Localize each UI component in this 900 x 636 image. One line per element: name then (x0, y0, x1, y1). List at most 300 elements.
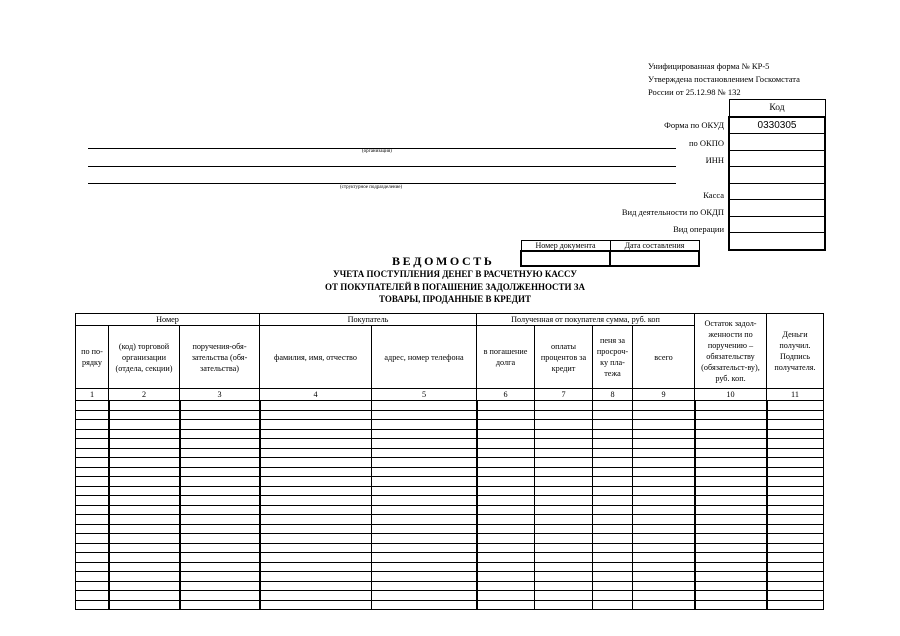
okpo-label: по ОКПО (688, 138, 724, 148)
table-cell[interactable] (695, 600, 767, 610)
subdivision-code[interactable] (729, 183, 825, 200)
subdivision-caption: (структурное подразделение) (340, 185, 403, 190)
table-cell[interactable] (76, 515, 109, 525)
table-cell[interactable] (372, 467, 477, 477)
table-cell[interactable] (477, 600, 535, 610)
table-cell[interactable] (633, 401, 695, 411)
table-cell[interactable] (535, 562, 593, 572)
document-info (520, 240, 700, 267)
table-cell[interactable] (767, 410, 824, 420)
table-cell[interactable] (477, 467, 535, 477)
table-cell[interactable] (593, 448, 633, 458)
table-cell[interactable] (633, 410, 695, 420)
col2-header: (код) торговой организации (отдела, секции) (109, 326, 180, 389)
table-cell[interactable] (76, 429, 109, 439)
table-cell[interactable] (593, 515, 633, 525)
table-cell[interactable] (695, 581, 767, 591)
table-cell[interactable] (180, 410, 260, 420)
table-cell[interactable] (180, 420, 260, 430)
table-cell[interactable] (372, 439, 477, 449)
table-cell[interactable] (76, 562, 109, 572)
table-cell[interactable] (593, 581, 633, 591)
col8-header: пеня за просроч-ку пла-тежа (593, 326, 633, 389)
table-cell[interactable] (372, 581, 477, 591)
table-cell[interactable] (109, 410, 180, 420)
table-cell[interactable] (593, 600, 633, 610)
table-cell[interactable] (372, 429, 477, 439)
table-cell[interactable] (260, 543, 372, 553)
table-cell[interactable] (477, 448, 535, 458)
table-cell[interactable] (372, 486, 477, 496)
table-cell[interactable] (695, 458, 767, 468)
table-cell[interactable] (180, 458, 260, 468)
table-cell[interactable] (535, 448, 593, 458)
table-cell[interactable] (372, 591, 477, 601)
table-cell[interactable] (695, 524, 767, 534)
table-cell[interactable] (109, 543, 180, 553)
table-cell[interactable] (767, 458, 824, 468)
table-row (76, 591, 824, 601)
table-cell[interactable] (180, 562, 260, 572)
table-cell[interactable] (109, 600, 180, 610)
table-cell[interactable] (477, 458, 535, 468)
table-cell[interactable] (372, 458, 477, 468)
inn-code[interactable] (729, 167, 825, 184)
subdivision-line[interactable] (88, 183, 676, 184)
table-cell[interactable] (535, 600, 593, 610)
table-cell[interactable] (695, 572, 767, 582)
col-number: 6 (477, 389, 535, 401)
table-cell[interactable] (767, 562, 824, 572)
table-row (76, 572, 824, 582)
col6-header: в погашение долга (477, 326, 535, 389)
form-number: Унифицированная форма № КР-5 (648, 61, 770, 71)
table-row (76, 505, 824, 515)
table-cell[interactable] (593, 486, 633, 496)
table-cell[interactable] (477, 429, 535, 439)
table-cell[interactable] (767, 486, 824, 496)
table-cell[interactable] (633, 458, 695, 468)
table-cell[interactable] (695, 562, 767, 572)
table-cell[interactable] (372, 515, 477, 525)
table-cell[interactable] (180, 543, 260, 553)
table-cell[interactable] (695, 420, 767, 430)
document-number-label: Номер документа (521, 241, 610, 252)
table-cell[interactable] (109, 515, 180, 525)
table-row (76, 429, 824, 439)
table-cell[interactable] (767, 448, 824, 458)
table-cell[interactable] (180, 401, 260, 411)
table-cell[interactable] (180, 496, 260, 506)
table-row (76, 420, 824, 430)
table-row (76, 515, 824, 525)
table-cell[interactable] (372, 524, 477, 534)
table-cell[interactable] (767, 429, 824, 439)
table-row (76, 467, 824, 477)
table-cell[interactable] (372, 534, 477, 544)
table-cell[interactable] (593, 543, 633, 553)
document-date-field[interactable] (610, 251, 699, 266)
table-cell[interactable] (767, 591, 824, 601)
table-cell[interactable] (109, 534, 180, 544)
table-cell[interactable] (767, 600, 824, 610)
table-cell[interactable] (180, 534, 260, 544)
table-cell[interactable] (633, 572, 695, 582)
table-cell[interactable] (76, 420, 109, 430)
group-received-header: Полученная от покупателя сумма, руб. коп (477, 314, 695, 326)
table-cell[interactable] (109, 420, 180, 430)
table-cell[interactable] (633, 496, 695, 506)
table-cell[interactable] (180, 505, 260, 515)
table-cell[interactable] (180, 515, 260, 525)
table-cell[interactable] (593, 534, 633, 544)
table-cell[interactable] (535, 543, 593, 553)
table-cell[interactable] (695, 486, 767, 496)
table-cell[interactable] (76, 486, 109, 496)
form-approval (648, 60, 800, 99)
col5-header: адрес, номер телефона (372, 326, 477, 389)
table-cell[interactable] (535, 420, 593, 430)
table-cell[interactable] (109, 572, 180, 582)
table-row (76, 581, 824, 591)
table-cell[interactable] (260, 524, 372, 534)
table-cell[interactable] (535, 458, 593, 468)
table-cell[interactable] (477, 401, 535, 411)
table-cell[interactable] (633, 562, 695, 572)
document-subtitle (270, 268, 640, 306)
table-cell[interactable] (633, 429, 695, 439)
table-cell[interactable] (260, 591, 372, 601)
table-cell[interactable] (372, 572, 477, 582)
table-cell[interactable] (477, 505, 535, 515)
table-cell[interactable] (180, 439, 260, 449)
table-cell[interactable] (477, 515, 535, 525)
table-cell[interactable] (633, 600, 695, 610)
table-cell[interactable] (180, 600, 260, 610)
ledger-rows (76, 401, 824, 610)
table-cell[interactable] (767, 553, 824, 563)
table-cell[interactable] (260, 401, 372, 411)
table-cell[interactable] (535, 581, 593, 591)
organization-line-2[interactable] (88, 166, 676, 167)
table-cell[interactable] (767, 401, 824, 411)
table-cell[interactable] (633, 477, 695, 487)
operation-label: Вид операции (673, 224, 724, 234)
table-cell[interactable] (109, 439, 180, 449)
table-cell[interactable] (180, 429, 260, 439)
table-cell[interactable] (372, 410, 477, 420)
table-row (76, 439, 824, 449)
table-cell[interactable] (535, 524, 593, 534)
table-cell[interactable] (535, 401, 593, 411)
ledger-table (75, 313, 824, 610)
table-cell[interactable] (535, 429, 593, 439)
table-cell[interactable] (180, 486, 260, 496)
table-cell[interactable] (633, 420, 695, 430)
table-cell[interactable] (76, 572, 109, 582)
table-cell[interactable] (767, 534, 824, 544)
table-cell[interactable] (260, 429, 372, 439)
table-cell[interactable] (535, 439, 593, 449)
col7-header: оплаты процентов за кредит (535, 326, 593, 389)
table-cell[interactable] (180, 581, 260, 591)
col-number: 11 (767, 389, 824, 401)
table-cell[interactable] (260, 572, 372, 582)
table-row (76, 524, 824, 534)
table-cell[interactable] (372, 496, 477, 506)
table-row (76, 401, 824, 411)
table-cell[interactable] (593, 505, 633, 515)
table-row (76, 534, 824, 544)
okud-code[interactable]: 0330305 (729, 117, 825, 134)
table-cell[interactable] (76, 543, 109, 553)
col-number: 9 (633, 389, 695, 401)
table-cell[interactable] (180, 553, 260, 563)
table-cell[interactable] (767, 572, 824, 582)
table-cell[interactable] (109, 401, 180, 411)
table-cell[interactable] (372, 420, 477, 430)
table-cell[interactable] (76, 439, 109, 449)
table-cell[interactable] (109, 591, 180, 601)
table-cell[interactable] (535, 534, 593, 544)
table-cell[interactable] (109, 505, 180, 515)
col-number: 5 (372, 389, 477, 401)
table-cell[interactable] (633, 448, 695, 458)
table-cell[interactable] (260, 562, 372, 572)
table-cell[interactable] (767, 420, 824, 430)
table-cell[interactable] (593, 572, 633, 582)
table-cell[interactable] (593, 401, 633, 411)
table-cell[interactable] (372, 600, 477, 610)
table-cell[interactable] (695, 467, 767, 477)
table-cell[interactable] (695, 448, 767, 458)
table-cell[interactable] (260, 600, 372, 610)
table-cell[interactable] (477, 581, 535, 591)
table-cell[interactable] (372, 553, 477, 563)
table-cell[interactable] (695, 505, 767, 515)
table-cell[interactable] (695, 534, 767, 544)
table-cell[interactable] (260, 515, 372, 525)
okdp-code[interactable] (729, 216, 825, 233)
table-cell[interactable] (695, 591, 767, 601)
col-number: 2 (109, 389, 180, 401)
table-cell[interactable] (260, 496, 372, 506)
table-cell[interactable] (372, 562, 477, 572)
table-cell[interactable] (477, 439, 535, 449)
table-cell[interactable] (477, 477, 535, 487)
table-cell[interactable] (633, 591, 695, 601)
table-cell[interactable] (695, 439, 767, 449)
table-cell[interactable] (260, 439, 372, 449)
table-cell[interactable] (477, 534, 535, 544)
table-cell[interactable] (109, 458, 180, 468)
table-cell[interactable] (109, 524, 180, 534)
table-row (76, 600, 824, 610)
table-cell[interactable] (76, 534, 109, 544)
table-cell[interactable] (593, 553, 633, 563)
table-cell[interactable] (477, 572, 535, 582)
table-cell[interactable] (535, 496, 593, 506)
col-number: 7 (535, 389, 593, 401)
table-cell[interactable] (477, 591, 535, 601)
table-cell[interactable] (260, 534, 372, 544)
table-cell[interactable] (593, 410, 633, 420)
table-cell[interactable] (76, 505, 109, 515)
table-cell[interactable] (767, 505, 824, 515)
table-cell[interactable] (593, 458, 633, 468)
col1-header: по по-рядку (76, 326, 109, 389)
table-cell[interactable] (260, 505, 372, 515)
table-cell[interactable] (372, 543, 477, 553)
table-cell[interactable] (633, 524, 695, 534)
table-cell[interactable] (535, 591, 593, 601)
table-cell[interactable] (633, 467, 695, 477)
table-cell[interactable] (633, 534, 695, 544)
table-row (76, 448, 824, 458)
table-cell[interactable] (593, 591, 633, 601)
table-cell[interactable] (477, 543, 535, 553)
table-cell[interactable] (535, 572, 593, 582)
table-cell[interactable] (372, 448, 477, 458)
table-cell[interactable] (260, 448, 372, 458)
table-cell[interactable] (109, 477, 180, 487)
table-row (76, 477, 824, 487)
table-cell[interactable] (593, 429, 633, 439)
table-cell[interactable] (477, 553, 535, 563)
table-cell[interactable] (76, 467, 109, 477)
table-cell[interactable] (695, 477, 767, 487)
table-cell[interactable] (633, 553, 695, 563)
table-cell[interactable] (767, 524, 824, 534)
organization-code-extra[interactable] (729, 150, 825, 167)
table-cell[interactable] (593, 477, 633, 487)
table-cell[interactable] (260, 581, 372, 591)
table-cell[interactable] (477, 562, 535, 572)
table-cell[interactable] (180, 524, 260, 534)
table-cell[interactable] (76, 524, 109, 534)
table-cell[interactable] (593, 467, 633, 477)
table-cell[interactable] (76, 410, 109, 420)
table-cell[interactable] (76, 401, 109, 411)
table-cell[interactable] (180, 448, 260, 458)
table-cell[interactable] (109, 562, 180, 572)
table-cell[interactable] (535, 505, 593, 515)
table-cell[interactable] (109, 467, 180, 477)
table-cell[interactable] (76, 553, 109, 563)
table-cell[interactable] (767, 515, 824, 525)
organization-caption: (организация) (362, 149, 392, 154)
document-number-field[interactable] (521, 251, 610, 266)
table-cell[interactable] (593, 496, 633, 506)
table-cell[interactable] (535, 410, 593, 420)
table-cell[interactable] (76, 581, 109, 591)
table-cell[interactable] (767, 467, 824, 477)
table-cell[interactable] (477, 524, 535, 534)
table-cell[interactable] (535, 553, 593, 563)
table-cell[interactable] (593, 439, 633, 449)
okpo-code[interactable] (729, 134, 825, 151)
okud-label: Форма по ОКУД (664, 120, 724, 130)
table-cell[interactable] (695, 401, 767, 411)
table-cell[interactable] (372, 401, 477, 411)
table-cell[interactable] (109, 581, 180, 591)
kassa-code[interactable] (729, 200, 825, 217)
table-cell[interactable] (76, 591, 109, 601)
table-cell[interactable] (477, 420, 535, 430)
table-cell[interactable] (180, 467, 260, 477)
table-cell[interactable] (76, 496, 109, 506)
table-cell[interactable] (260, 467, 372, 477)
table-cell[interactable] (372, 505, 477, 515)
table-cell[interactable] (76, 458, 109, 468)
table-cell[interactable] (260, 410, 372, 420)
table-cell[interactable] (260, 477, 372, 487)
table-cell[interactable] (695, 429, 767, 439)
table-cell[interactable] (180, 572, 260, 582)
table-cell[interactable] (260, 553, 372, 563)
col11-header: Деньги получил. Подпись получателя. (767, 314, 824, 389)
col10-header: Остаток задол-женности по поручению – обязательству (обязательст-ву), руб. коп. (695, 314, 767, 389)
table-cell[interactable] (535, 477, 593, 487)
table-cell[interactable] (76, 448, 109, 458)
table-cell[interactable] (535, 515, 593, 525)
table-cell[interactable] (593, 524, 633, 534)
table-cell[interactable] (76, 477, 109, 487)
table-cell[interactable] (260, 458, 372, 468)
table-cell[interactable] (109, 429, 180, 439)
table-cell[interactable] (535, 467, 593, 477)
table-cell[interactable] (260, 486, 372, 496)
table-cell[interactable] (767, 581, 824, 591)
table-cell[interactable] (109, 496, 180, 506)
table-cell[interactable] (593, 420, 633, 430)
col-number: 10 (695, 389, 767, 401)
table-cell[interactable] (633, 581, 695, 591)
table-cell[interactable] (767, 439, 824, 449)
operation-code[interactable] (729, 233, 825, 250)
table-cell[interactable] (695, 553, 767, 563)
table-cell[interactable] (109, 486, 180, 496)
table-cell[interactable] (76, 600, 109, 610)
table-cell[interactable] (109, 448, 180, 458)
table-cell[interactable] (633, 543, 695, 553)
table-cell[interactable] (477, 496, 535, 506)
table-cell[interactable] (695, 410, 767, 420)
table-cell[interactable] (633, 515, 695, 525)
table-cell[interactable] (633, 505, 695, 515)
table-cell[interactable] (695, 496, 767, 506)
table-cell[interactable] (633, 439, 695, 449)
col4-header: фамилия, имя, отчество (260, 326, 372, 389)
table-cell[interactable] (109, 553, 180, 563)
table-cell[interactable] (593, 562, 633, 572)
table-cell[interactable] (372, 477, 477, 487)
table-cell[interactable] (260, 420, 372, 430)
table-cell[interactable] (180, 477, 260, 487)
table-cell[interactable] (477, 410, 535, 420)
table-cell[interactable] (695, 543, 767, 553)
table-cell[interactable] (767, 477, 824, 487)
table-cell[interactable] (767, 496, 824, 506)
table-cell[interactable] (180, 591, 260, 601)
table-cell[interactable] (633, 486, 695, 496)
subtitle-line-1: УЧЕТА ПОСТУПЛЕНИЯ ДЕНЕГ В РАСЧЕТНУЮ КАССУ (333, 269, 577, 279)
table-cell[interactable] (695, 515, 767, 525)
table-cell[interactable] (767, 543, 824, 553)
kassa-label: Касса (703, 190, 724, 200)
table-cell[interactable] (477, 486, 535, 496)
table-cell[interactable] (535, 486, 593, 496)
